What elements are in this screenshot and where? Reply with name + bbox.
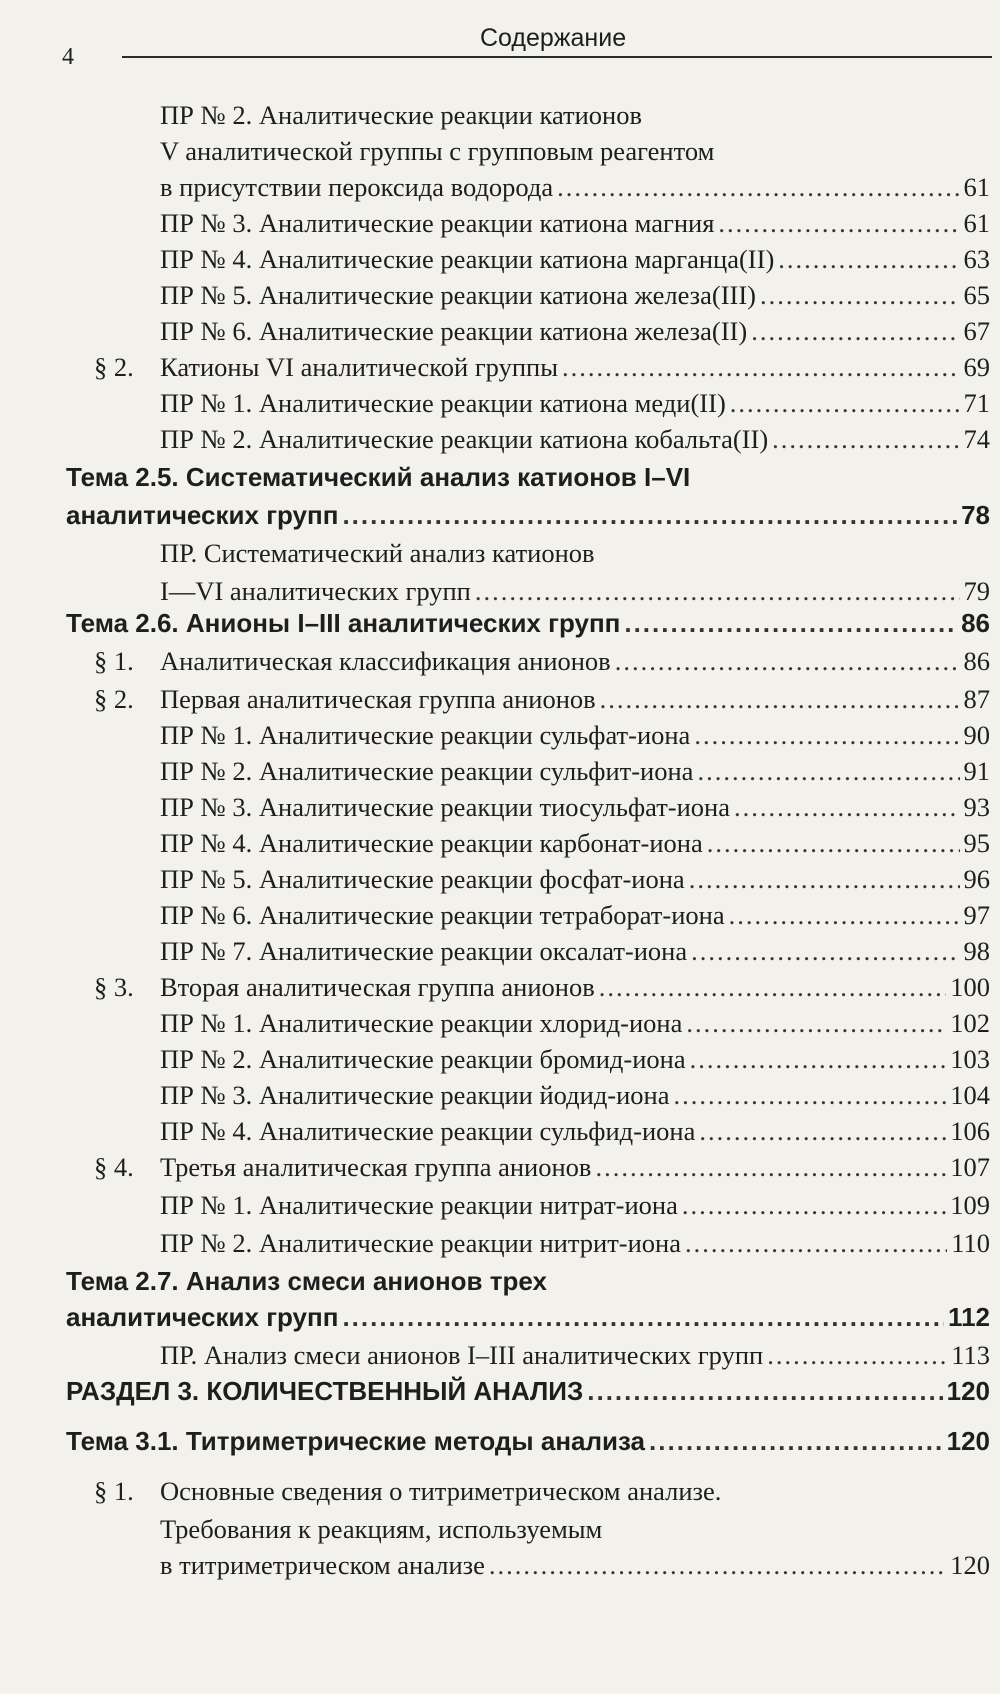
page-number-ref: 100 (950, 972, 990, 1002)
page-number-ref: 120 (946, 1426, 990, 1456)
toc-entry-title: Основные сведения о титриметрическом анализе. (160, 1476, 722, 1506)
dot-leader (690, 1040, 947, 1078)
page-number-ref: 106 (950, 1116, 990, 1146)
dot-leader (342, 496, 957, 534)
dot-leader (489, 1546, 946, 1584)
toc-entry-title: Вторая аналитическая группа анионов (160, 972, 595, 1002)
page-number-ref: 63 (963, 244, 990, 274)
dot-leader (615, 642, 960, 680)
page-number-ref: 61 (963, 208, 990, 238)
toc-entry[interactable] (160, 896, 990, 934)
page-number-ref: 102 (950, 1008, 990, 1038)
toc-entry[interactable] (94, 968, 990, 1006)
page-number-ref: 120 (950, 1550, 990, 1580)
toc-entry-title: ПР № 1. Аналитические реакции катиона меди(II) (160, 388, 726, 418)
dot-leader (674, 1076, 947, 1114)
toc-entry-title: Третья аналитическая группа анионов (160, 1152, 592, 1182)
toc-entry[interactable] (66, 1298, 990, 1336)
toc-entry-title: ПР № 7. Аналитические реакции оксалат-иона (160, 936, 688, 966)
page-number: 4 (62, 44, 74, 70)
toc-entry-line (66, 458, 690, 496)
dot-leader (699, 1112, 946, 1150)
section-number: § 1. (94, 646, 134, 676)
toc-entry-title: ПР № 2. Аналитические реакции сульфит-иона (160, 756, 694, 786)
dot-leader (342, 1298, 944, 1336)
section-number: § 4. (94, 1152, 134, 1182)
page-title: Содержание (480, 24, 627, 52)
toc-entry-title: Тема 2.5. Систематический анализ катионов I–VI (66, 462, 691, 492)
toc-entry-title: ПР № 2. Аналитические реакции катиона кобальта(II) (160, 424, 769, 454)
page-number-ref: 107 (950, 1152, 990, 1182)
dot-leader (697, 752, 959, 790)
toc-entry[interactable] (160, 204, 990, 242)
toc-entry[interactable] (94, 642, 990, 680)
toc-entry[interactable] (94, 1148, 990, 1186)
toc-entry-title: ПР № 4. Аналитические реакции карбонат-иона (160, 828, 703, 858)
dot-leader (689, 860, 960, 898)
toc-entry[interactable] (160, 240, 990, 278)
page-number-ref: 97 (963, 900, 990, 930)
dot-leader (685, 1224, 947, 1262)
dot-leader (707, 824, 960, 862)
toc-entry-title: ПР № 3. Аналитические реакции тиосульфат-иона (160, 792, 730, 822)
toc-entry-title: ПР № 5. Аналитические реакции фосфат-иона (160, 864, 685, 894)
page-number-ref: 96 (963, 864, 990, 894)
dot-leader (624, 604, 957, 642)
page-number-ref: 86 (963, 646, 990, 676)
toc-entry-title: ПР. Систематический анализ катионов (160, 538, 595, 568)
toc-entry-title: Катионы VI аналитической группы (160, 352, 559, 382)
toc-entry-line (160, 534, 595, 572)
toc-entry-title: ПР. Анализ смеси анионов I–III аналитических групп (160, 1340, 764, 1370)
dot-leader (778, 240, 959, 278)
toc-entry-title: в присутствии пероксида водорода (160, 172, 554, 202)
dot-leader (600, 680, 960, 718)
toc-entry[interactable] (160, 1076, 990, 1114)
page-number-ref: 78 (961, 500, 990, 530)
toc-entry-line (160, 1510, 602, 1548)
toc-entry-title: ПР № 2. Аналитические реакции бромид-иона (160, 1044, 686, 1074)
toc-entry-title: V аналитической группы с групповым реагентом (160, 136, 715, 166)
toc-entry[interactable] (160, 860, 990, 898)
page-number-ref: 93 (963, 792, 990, 822)
dot-leader (730, 384, 960, 422)
toc-entry-title: аналитических групп (66, 500, 339, 530)
toc-entry[interactable] (66, 1422, 990, 1460)
dot-leader (649, 1422, 943, 1460)
dot-leader (694, 716, 959, 754)
toc-entry-title: ПР № 3. Аналитические реакции катиона магния (160, 208, 715, 238)
toc-entry-title: аналитических групп (66, 1302, 339, 1332)
toc-entry-title: ПР № 2. Аналитические реакции катионов (160, 100, 642, 130)
toc-entry-title: ПР № 6. Аналитические реакции тетраборат-иона (160, 900, 725, 930)
toc-entry-line (160, 96, 642, 134)
dot-leader (729, 896, 960, 934)
page-number-ref: 91 (963, 756, 990, 786)
toc-entry[interactable] (160, 1186, 990, 1224)
toc-entry[interactable] (94, 680, 990, 718)
dot-leader (557, 168, 959, 206)
dot-leader (595, 1148, 946, 1186)
toc-entry-title: в титриметрическом анализе (160, 1550, 485, 1580)
page-number-ref: 71 (963, 388, 990, 418)
dot-leader (599, 968, 947, 1006)
toc-entry[interactable] (66, 604, 990, 642)
page-number-ref: 79 (963, 576, 990, 606)
toc-entry-title: Тема 2.7. Анализ смеси анионов трех (66, 1266, 547, 1296)
dot-leader (686, 1004, 946, 1042)
toc-entry[interactable] (66, 496, 990, 534)
toc-entry-title: ПР № 4. Аналитические реакции катиона марганца(II) (160, 244, 775, 274)
page-number-ref: 109 (950, 1190, 990, 1220)
dot-leader (587, 1372, 942, 1410)
dot-leader (760, 276, 959, 314)
toc-entry-title: ПР № 3. Аналитические реакции йодид-иона (160, 1080, 670, 1110)
toc-entry-line (66, 1262, 547, 1300)
toc-entry[interactable] (160, 1224, 990, 1262)
page-number-ref: 103 (950, 1044, 990, 1074)
toc-entry-title: ПР № 5. Аналитические реакции катиона железа(III) (160, 280, 757, 310)
toc-entry-title: Аналитическая классификация анионов (160, 646, 611, 676)
page-number-ref: 98 (963, 936, 990, 966)
page-number-ref: 120 (946, 1376, 990, 1406)
toc-entry-title: ПР № 1. Аналитические реакции хлорид-иона (160, 1008, 683, 1038)
toc-entry-title: ПР № 1. Аналитические реакции нитрат-иона (160, 1190, 678, 1220)
page-number-ref: 112 (948, 1302, 990, 1332)
toc-entry-title: ПР № 4. Аналитические реакции сульфид-иона (160, 1116, 696, 1146)
toc-entry-line (94, 1472, 722, 1510)
dot-leader (767, 1336, 947, 1374)
page-number-ref: 67 (963, 316, 990, 346)
section-number: § 2. (94, 352, 134, 382)
toc-entry[interactable] (160, 716, 990, 754)
toc-entry[interactable] (160, 1546, 990, 1584)
toc-entry[interactable] (160, 168, 990, 206)
toc-entry-title: РАЗДЕЛ 3. КОЛИЧЕСТВЕННЫЙ АНАЛИЗ (66, 1376, 584, 1406)
toc-entry-title: ПР № 2. Аналитические реакции нитрит-иона (160, 1228, 681, 1258)
toc-entry-title: ПР № 1. Аналитические реакции сульфат-иона (160, 720, 691, 750)
section-number: § 2. (94, 684, 134, 714)
toc-entry[interactable] (160, 276, 990, 314)
page-number-ref: 104 (950, 1080, 990, 1110)
page-number-ref: 61 (963, 172, 990, 202)
section-number: § 3. (94, 972, 134, 1002)
toc-entry[interactable] (66, 1372, 990, 1410)
dot-leader (734, 788, 960, 826)
toc-entry[interactable] (160, 384, 990, 422)
page-number-ref: 113 (951, 1340, 990, 1370)
toc-entry[interactable] (160, 1040, 990, 1078)
toc-entry[interactable] (160, 932, 990, 970)
page-number-ref: 95 (963, 828, 990, 858)
page-number-ref: 86 (961, 608, 990, 638)
toc-entry-title: I—VI аналитических групп (160, 576, 471, 606)
toc-entry[interactable] (160, 312, 990, 350)
dot-leader (718, 204, 959, 242)
page-number-ref: 110 (951, 1228, 990, 1258)
dot-leader (682, 1186, 946, 1224)
toc-entry[interactable] (94, 348, 990, 386)
toc-entry-title: Тема 3.1. Титриметрические методы анализа (66, 1426, 646, 1456)
page-number-ref: 87 (963, 684, 990, 714)
toc-entry-title: Первая аналитическая группа анионов (160, 684, 596, 714)
page-number-ref: 74 (963, 424, 990, 454)
page-number-ref: 69 (963, 352, 990, 382)
dot-leader (562, 348, 959, 386)
page-number-ref: 65 (963, 280, 990, 310)
toc-entry[interactable] (160, 752, 990, 790)
toc-entry[interactable] (160, 824, 990, 862)
toc-entry[interactable] (160, 1112, 990, 1150)
toc-entry-line (160, 132, 714, 170)
section-number: § 1. (94, 1476, 134, 1506)
toc-entry-title: Тема 2.6. Анионы I–III аналитических групп (66, 608, 621, 638)
dot-leader (691, 932, 959, 970)
toc-entry[interactable] (160, 788, 990, 826)
page-number-ref: 90 (963, 720, 990, 750)
dot-leader (751, 312, 959, 350)
toc-entry[interactable] (160, 1336, 990, 1374)
dot-leader (772, 420, 959, 458)
toc-entry-title: ПР № 6. Аналитические реакции катиона железа(II) (160, 316, 748, 346)
toc-entry[interactable] (160, 420, 990, 458)
toc-entry[interactable] (160, 1004, 990, 1042)
toc-entry-title: Требования к реакциям, используемым (160, 1514, 603, 1544)
